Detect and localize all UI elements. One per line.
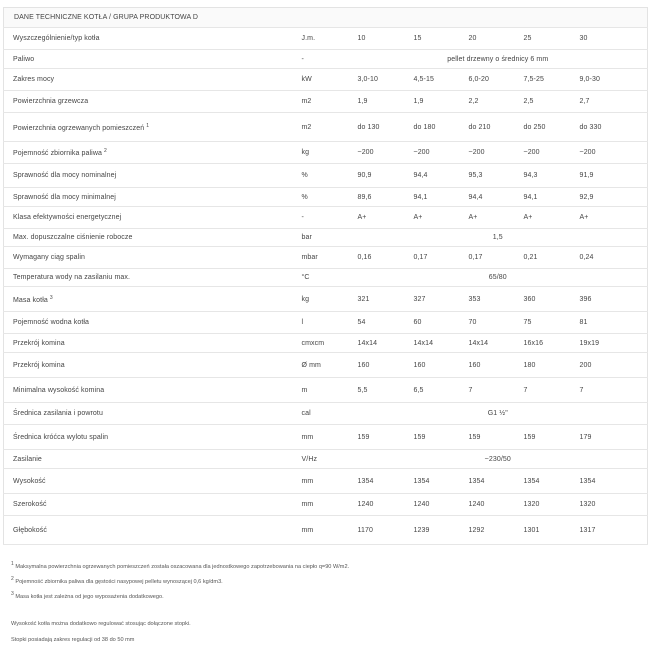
footnote-ref: 1 xyxy=(146,122,150,129)
row-unit: cal xyxy=(293,403,349,425)
row-unit: m2 xyxy=(293,113,349,142)
table-row xyxy=(4,91,648,113)
row-unit: kg xyxy=(293,287,349,312)
table-row xyxy=(4,247,648,269)
row-label xyxy=(4,403,293,425)
row-label-text: Przekrój komina xyxy=(13,339,65,347)
row-label-text: Przekrój komina xyxy=(13,361,65,369)
row-label xyxy=(4,188,293,207)
row-unit: - xyxy=(293,207,349,229)
table-title-row xyxy=(4,8,648,28)
row-label xyxy=(4,247,293,269)
row-value: 6,5 xyxy=(405,378,460,403)
row-value: 159 xyxy=(349,425,405,450)
row-label xyxy=(4,312,293,334)
row-unit: kg xyxy=(293,142,349,164)
footnote-3-marker: 3 xyxy=(11,591,14,597)
row-value: 0,21 xyxy=(515,247,571,269)
row-value: 9,0-30 xyxy=(571,69,648,91)
row-label xyxy=(4,91,293,113)
row-value: 1240 xyxy=(349,494,405,516)
row-value: 1240 xyxy=(460,494,515,516)
table-row xyxy=(4,378,648,403)
row-unit: l xyxy=(293,312,349,334)
row-label-text: Średnica króćca wylotu spalin xyxy=(13,433,109,441)
row-value: 7 xyxy=(460,378,515,403)
row-label xyxy=(4,113,293,142)
row-label-text: Masa kotła xyxy=(13,296,48,304)
row-value: 75 xyxy=(515,312,571,334)
row-value: 70 xyxy=(460,312,515,334)
row-label xyxy=(4,494,293,516)
row-label-text: Pojemność wodna kotła xyxy=(13,319,90,326)
row-value: 0,17 xyxy=(460,247,515,269)
row-value: 94,4 xyxy=(405,164,460,188)
row-value: ~200 xyxy=(460,142,515,164)
technical-data-table xyxy=(3,7,648,545)
row-unit: Ø mm xyxy=(293,353,349,378)
footnote-2-text: Pojemność zbiornika paliwa dla gęstości nasypowej pelletu wynoszącej 0,6 kg/dm3. xyxy=(15,579,223,585)
footnote-3-text: Masa kotła jest zależna od jego wyposażenia dodatkowego. xyxy=(15,594,164,600)
footnote-1-text: Maksymalna powierzchnia ogrzewanych pomieszczeń została oszacowana dla jednostkowego zapotrzebowania na ciepło q=90 W/m2. xyxy=(15,564,350,570)
row-value: 321 xyxy=(349,287,405,312)
row-value: 90,9 xyxy=(349,164,405,188)
row-value: 1,9 xyxy=(349,91,405,113)
row-span-value: ~230/50 xyxy=(349,450,648,469)
row-value: 14x14 xyxy=(460,334,515,353)
footnote-3 xyxy=(11,590,164,601)
row-value: 159 xyxy=(515,425,571,450)
row-label xyxy=(4,425,293,450)
table-row xyxy=(4,113,648,142)
row-value: 1354 xyxy=(460,469,515,494)
row-label xyxy=(4,469,293,494)
table-row xyxy=(4,188,648,207)
row-value: 160 xyxy=(405,353,460,378)
row-value: do 210 xyxy=(460,113,515,142)
row-value: 360 xyxy=(515,287,571,312)
row-span-value: G1 ½" xyxy=(349,403,648,425)
row-value: 2,2 xyxy=(460,91,515,113)
row-value: 92,9 xyxy=(571,188,648,207)
row-label-text: Paliwo xyxy=(13,55,35,63)
row-value: 160 xyxy=(349,353,405,378)
row-label xyxy=(4,229,293,247)
row-value: ~200 xyxy=(571,142,648,164)
row-value: 19x19 xyxy=(571,334,648,353)
row-label-text: Pojemność zbiornika paliwa xyxy=(13,150,102,157)
row-value: 1317 xyxy=(571,516,648,545)
table-row xyxy=(4,164,648,188)
row-value: 1239 xyxy=(405,516,460,545)
row-value: 14x14 xyxy=(405,334,460,353)
row-value: 10 xyxy=(349,28,405,50)
row-label xyxy=(4,334,293,353)
row-value: 0,16 xyxy=(349,247,405,269)
row-unit: mm xyxy=(293,469,349,494)
row-value: 1240 xyxy=(405,494,460,516)
row-value: 180 xyxy=(515,353,571,378)
table-row xyxy=(4,50,648,69)
row-value: 1320 xyxy=(515,494,571,516)
row-label xyxy=(4,69,293,91)
row-value: 6,0-20 xyxy=(460,69,515,91)
row-label xyxy=(4,207,293,229)
row-value: ~200 xyxy=(349,142,405,164)
row-label-text: Sprawność dla mocy nominalnej xyxy=(13,172,117,179)
row-unit: - xyxy=(293,50,349,69)
row-value: ~200 xyxy=(405,142,460,164)
row-value: 15 xyxy=(405,28,460,50)
row-label-text: Powierzchnia ogrzewanych pomieszczeń xyxy=(13,124,145,132)
row-unit: m xyxy=(293,378,349,403)
row-value: 1,9 xyxy=(405,91,460,113)
note-feet-range: Stopki posiadają zakres regulacji od 38 do 50 mm xyxy=(11,637,135,643)
row-value: 7,5-25 xyxy=(515,69,571,91)
row-value: 20 xyxy=(460,28,515,50)
row-value: A+ xyxy=(515,207,571,229)
row-value: A+ xyxy=(571,207,648,229)
row-value: 30 xyxy=(571,28,648,50)
row-label-text: Średnica zasilania i powrotu xyxy=(13,410,103,417)
footnote-ref: 3 xyxy=(49,294,53,301)
row-value: do 250 xyxy=(515,113,571,142)
row-value: 1354 xyxy=(515,469,571,494)
footnote-2-marker: 2 xyxy=(11,576,14,582)
row-unit: °C xyxy=(293,269,349,287)
footnote-1-marker: 1 xyxy=(11,561,14,567)
row-label-text: Wyszczególnienie/typ kotła xyxy=(13,35,100,42)
row-value: do 130 xyxy=(349,113,405,142)
row-unit: kW xyxy=(293,69,349,91)
row-value: 327 xyxy=(405,287,460,312)
row-value: A+ xyxy=(405,207,460,229)
row-value: 1292 xyxy=(460,516,515,545)
row-value: 16x16 xyxy=(515,334,571,353)
row-unit: mbar xyxy=(293,247,349,269)
row-label xyxy=(4,450,293,469)
row-label-text: Wysokość xyxy=(13,477,46,485)
row-value: 3,0-10 xyxy=(349,69,405,91)
row-value: 7 xyxy=(571,378,648,403)
row-span-value: 65/80 xyxy=(349,269,648,287)
row-value: 0,24 xyxy=(571,247,648,269)
table-row xyxy=(4,425,648,450)
row-label-text: Głębokość xyxy=(13,526,47,534)
table-row xyxy=(4,450,648,469)
row-value: 81 xyxy=(571,312,648,334)
table-row xyxy=(4,312,648,334)
table-row xyxy=(4,229,648,247)
table-row xyxy=(4,516,648,545)
row-span-value: 1,5 xyxy=(349,229,648,247)
row-value: 200 xyxy=(571,353,648,378)
row-value: 94,1 xyxy=(405,188,460,207)
row-label-text: Powierzchnia grzewcza xyxy=(13,98,89,105)
row-label-text: Szerokość xyxy=(13,501,47,508)
table-row xyxy=(4,269,648,287)
row-value: A+ xyxy=(460,207,515,229)
row-value: 353 xyxy=(460,287,515,312)
row-label xyxy=(4,353,293,378)
row-label-text: Sprawność dla mocy minimalnej xyxy=(13,193,116,201)
table-row xyxy=(4,494,648,516)
row-value: 2,5 xyxy=(515,91,571,113)
row-label-text: Minimalna wysokość komina xyxy=(13,386,105,394)
row-unit: % xyxy=(293,188,349,207)
row-value: do 330 xyxy=(571,113,648,142)
row-label-text: Zakres mocy xyxy=(13,76,55,83)
row-label xyxy=(4,142,293,164)
row-value: 94,1 xyxy=(515,188,571,207)
table-row xyxy=(4,142,648,164)
row-label-text: Wymagany ciąg spalin xyxy=(13,254,85,261)
row-label xyxy=(4,50,293,69)
row-unit: % xyxy=(293,164,349,188)
row-value: 95,3 xyxy=(460,164,515,188)
table-row xyxy=(4,69,648,91)
row-value: 5,5 xyxy=(349,378,405,403)
table-row xyxy=(4,334,648,353)
row-value: 1354 xyxy=(349,469,405,494)
row-label-text: Max. dopuszczalne ciśnienie robocze xyxy=(13,234,133,241)
table-row xyxy=(4,287,648,312)
row-value: do 180 xyxy=(405,113,460,142)
row-label xyxy=(4,269,293,287)
row-unit: mm xyxy=(293,494,349,516)
row-value: 2,7 xyxy=(571,91,648,113)
row-unit: m2 xyxy=(293,91,349,113)
row-span-value: pellet drzewny o średnicy 6 mm xyxy=(349,50,648,69)
row-value: 4,5-15 xyxy=(405,69,460,91)
table-row xyxy=(4,28,648,50)
row-value: 7 xyxy=(515,378,571,403)
row-unit: cmxcm xyxy=(293,334,349,353)
footnote-2 xyxy=(11,575,223,586)
note-adjustable-feet: Wysokość kotła można dodatkowo regulować stosując dołączone stopki. xyxy=(11,621,191,627)
footnote-ref: 2 xyxy=(104,148,107,154)
row-value: 179 xyxy=(571,425,648,450)
row-label-text: Zasilanie xyxy=(13,455,42,463)
row-value: 54 xyxy=(349,312,405,334)
row-label-text: Klasa efektywności energetycznej xyxy=(13,214,122,221)
row-label xyxy=(4,378,293,403)
row-value: 60 xyxy=(405,312,460,334)
row-value: 1301 xyxy=(515,516,571,545)
row-label xyxy=(4,516,293,545)
table-row xyxy=(4,469,648,494)
row-label xyxy=(4,287,293,312)
row-value: 159 xyxy=(460,425,515,450)
footnote-1 xyxy=(11,560,349,571)
table-row xyxy=(4,353,648,378)
row-value: 396 xyxy=(571,287,648,312)
row-unit: bar xyxy=(293,229,349,247)
row-label xyxy=(4,164,293,188)
row-unit: V/Hz xyxy=(293,450,349,469)
row-value: ~200 xyxy=(515,142,571,164)
row-value: 0,17 xyxy=(405,247,460,269)
row-value: 14x14 xyxy=(349,334,405,353)
row-value: A+ xyxy=(349,207,405,229)
row-unit: mm xyxy=(293,425,349,450)
row-label xyxy=(4,28,293,50)
row-value: 25 xyxy=(515,28,571,50)
row-value: 1354 xyxy=(405,469,460,494)
row-value: 1170 xyxy=(349,516,405,545)
row-value: 1354 xyxy=(571,469,648,494)
row-value: 159 xyxy=(405,425,460,450)
table-row xyxy=(4,207,648,229)
row-value: 160 xyxy=(460,353,515,378)
row-value: 1320 xyxy=(571,494,648,516)
table-title: DANE TECHNICZNE KOTŁA / GRUPA PRODUKTOWA D xyxy=(4,8,648,28)
row-value: 94,4 xyxy=(460,188,515,207)
row-label-text: Temperatura wody na zasilaniu max. xyxy=(13,274,131,281)
row-unit: mm xyxy=(293,516,349,545)
row-value: 94,3 xyxy=(515,164,571,188)
row-value: 91,9 xyxy=(571,164,648,188)
row-unit: J.m. xyxy=(293,28,349,50)
row-value: 89,6 xyxy=(349,188,405,207)
table-row xyxy=(4,403,648,425)
